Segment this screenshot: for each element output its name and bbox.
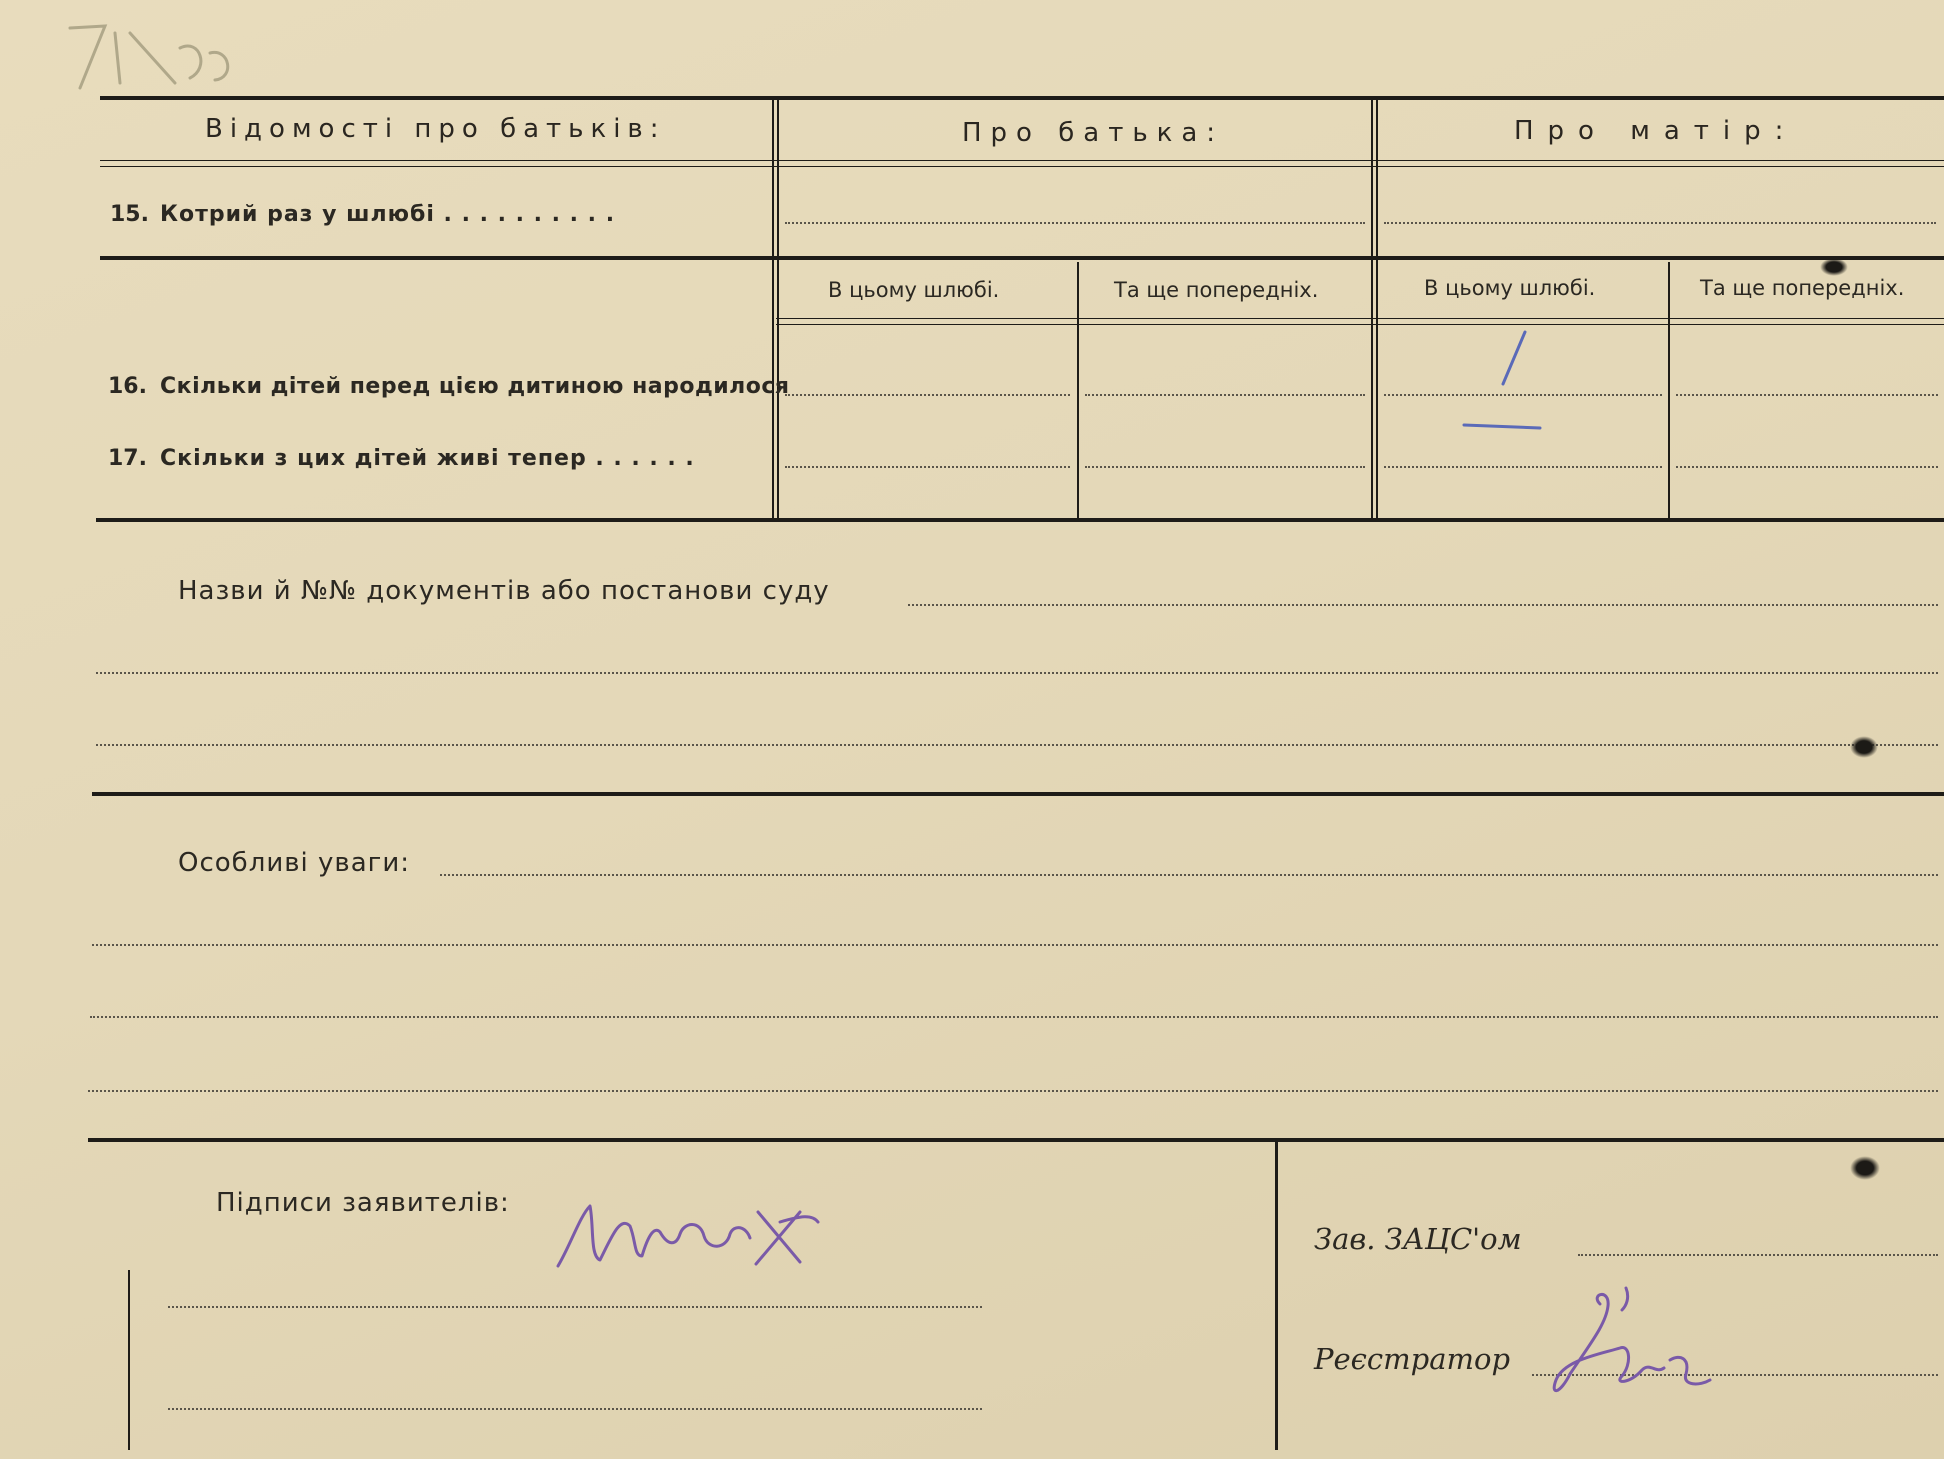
row-17-father-prev-field (1085, 466, 1365, 468)
mother-row16-handwritten (1495, 328, 1535, 388)
header-rule-2 (100, 166, 1944, 167)
punch-hole-mark (1820, 258, 1848, 276)
head-of-registry-field (1578, 1254, 1938, 1256)
documents-field-line-1 (908, 604, 1938, 606)
table-top-rule (100, 96, 1944, 100)
subheader-rule-1 (776, 318, 1944, 319)
row-15-number: 15. (110, 202, 149, 227)
remarks-field-line-1 (440, 874, 1938, 876)
archive-number (60, 8, 250, 98)
applicant-signature-line-1 (168, 1306, 982, 1308)
father-header: Про батька: (962, 118, 1225, 148)
mother-header: Про матір: (1514, 116, 1798, 146)
father-this-marriage-header: В цьому шлюбі. (828, 278, 1000, 302)
header-rule-1 (100, 160, 1944, 161)
applicant-signature (550, 1186, 870, 1276)
table-bottom-rule (96, 518, 1944, 522)
row-17-mother-prev-field (1676, 466, 1938, 468)
row-15-mother-field (1384, 222, 1936, 224)
remarks-field-line-2 (92, 944, 1938, 946)
row-15-label: Котрий раз у шлюбі . . . . . . . . . . (160, 202, 616, 227)
mother-subcolumn-divider (1668, 262, 1670, 518)
column-divider-label-2 (777, 100, 779, 518)
registrar-label: Реєстратор (1314, 1342, 1511, 1376)
row-17-father-this-field (785, 466, 1070, 468)
left-margin-line (128, 1270, 130, 1450)
row-16-mother-prev-field (1676, 394, 1938, 396)
head-of-registry-label: Зав. ЗАЦС'ом (1314, 1222, 1522, 1256)
documents-field-line-3 (96, 744, 1938, 746)
punch-hole-mark (1850, 736, 1878, 758)
mother-row17-handwritten (1462, 418, 1544, 432)
row-15-bottom-rule (100, 256, 1944, 260)
documents-field-line-2 (96, 672, 1938, 674)
row-15-father-field (785, 222, 1365, 224)
father-previous-header: Та ще попередніх. (1114, 278, 1319, 302)
registrar-signature (1530, 1284, 1750, 1404)
row-16-label: Скільки дітей перед цією дитиною народилося (160, 374, 790, 399)
column-divider-label (772, 100, 774, 518)
mother-previous-header: Та ще попередніх. (1700, 276, 1905, 300)
subheader-rule-2 (776, 324, 1944, 325)
row-17-label: Скільки з цих дітей живі тепер . . . . . . (160, 446, 695, 471)
row-16-father-prev-field (1085, 394, 1365, 396)
documents-label: Назви й №№ документів або постанови суду (178, 576, 830, 606)
signature-section-divider (1275, 1140, 1278, 1450)
mother-this-marriage-header: В цьому шлюбі. (1424, 276, 1596, 300)
row-16-father-this-field (785, 394, 1070, 396)
row-17-mother-this-field (1384, 466, 1662, 468)
remarks-field-line-3 (90, 1016, 1938, 1018)
column-divider-parents (1371, 100, 1373, 518)
column-divider-parents-2 (1376, 100, 1378, 518)
remarks-bottom-rule (88, 1138, 1944, 1142)
remarks-field-line-4 (88, 1090, 1938, 1092)
father-subcolumn-divider (1077, 262, 1079, 518)
row-17-number: 17. (108, 446, 147, 471)
archive-number-pencil-mark (60, 8, 250, 98)
punch-hole-mark (1850, 1156, 1880, 1180)
documents-bottom-rule (92, 792, 1944, 796)
row-16-mother-this-field (1384, 394, 1662, 396)
applicants-signature-label: Підписи заявителів: (216, 1188, 510, 1218)
row-16-number: 16. (108, 374, 147, 399)
parents-info-title: Відомості про батьків: (205, 114, 666, 144)
remarks-label: Особливі уваги: (178, 848, 410, 878)
applicant-signature-line-2 (168, 1408, 982, 1410)
